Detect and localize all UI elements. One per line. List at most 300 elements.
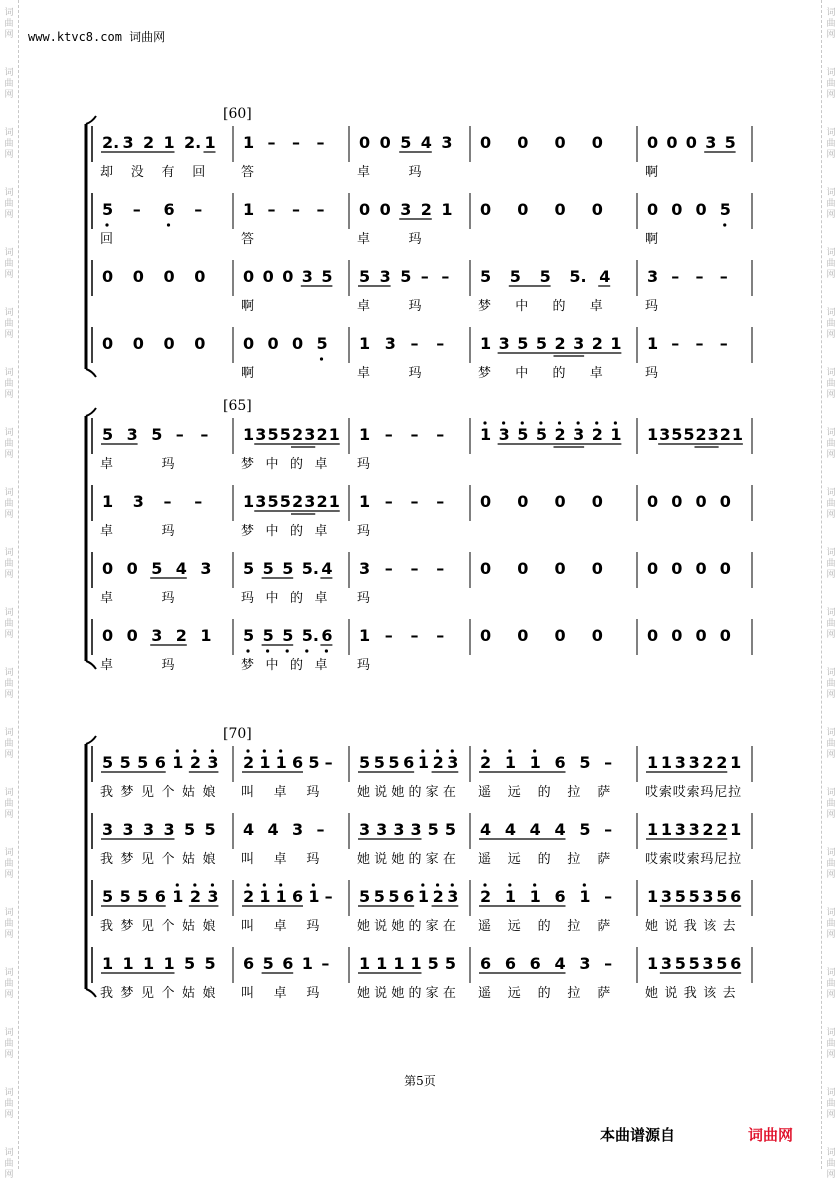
note-digit: 6 — [554, 753, 566, 772]
note-digit: 4 — [554, 820, 566, 839]
note-digit: 1 — [647, 820, 659, 839]
note-digit: 2 — [480, 887, 492, 906]
lyric-char: 的 — [552, 366, 566, 381]
lyric-char: 说 — [374, 785, 388, 800]
lyric-char: 却 — [100, 165, 114, 180]
lyric-char: 拉 — [567, 919, 581, 934]
note-digit: 2. — [102, 133, 120, 152]
note-digit: 1 — [102, 492, 114, 511]
note-digit: 5 — [279, 492, 291, 511]
note-digit: 5 — [388, 753, 400, 772]
page-number: 第5页 — [404, 1074, 436, 1088]
note-digit: 0 — [591, 133, 603, 152]
note-digit: 1 — [529, 753, 541, 772]
note-digit: 3 — [707, 425, 719, 444]
note-digit: 5 — [359, 887, 371, 906]
octave-dot-low — [167, 223, 170, 226]
note-digit: 0 — [647, 559, 659, 578]
note-digit: – — [410, 425, 419, 444]
note-digit: 2 — [695, 425, 707, 444]
note-digit: 2 — [554, 334, 566, 353]
note-digit: 1 — [172, 887, 184, 906]
lyric-char: 的 — [290, 457, 304, 472]
note-digit: – — [194, 492, 203, 511]
watermark-glyph: 词 曲 网 — [826, 8, 836, 40]
bracket-hook-bottom — [86, 661, 96, 669]
note-digit: 6 — [154, 753, 166, 772]
note-digit: 0 — [671, 559, 683, 578]
lyric-char: 萨 — [597, 919, 611, 934]
bracket-hook-top — [86, 736, 96, 744]
lyric-char: 卓 — [357, 232, 371, 247]
note-digit: 4 — [599, 267, 611, 286]
lyric-char: 卓 — [100, 591, 114, 606]
note-digit: 5 — [102, 200, 114, 219]
watermark-glyph: 词 曲 网 — [4, 128, 14, 160]
note-digit: 5 — [373, 753, 385, 772]
lyric-char: 娘 — [202, 919, 216, 934]
note-digit: 3 — [441, 133, 453, 152]
octave-dot-high — [279, 749, 282, 752]
note-digit: 0 — [695, 492, 707, 511]
note-digit: 0 — [591, 200, 603, 219]
note-digit: 1 — [529, 887, 541, 906]
note-digit: 0 — [262, 267, 274, 286]
lyric-char: 中 — [515, 366, 529, 381]
note-digit: 5 — [400, 267, 412, 286]
note-digit: 3 — [255, 425, 267, 444]
lyric-char: 见 — [141, 852, 155, 867]
lyric-char: 玛 — [357, 457, 371, 472]
note-digit: 5 — [137, 887, 149, 906]
note-digit: 4 — [321, 559, 333, 578]
octave-dot-high — [193, 749, 196, 752]
note-digit: 5 — [719, 200, 731, 219]
lyric-char: 的 — [552, 299, 566, 314]
lyric-char: 啊 — [645, 165, 659, 180]
watermark-glyph: 词 曲 网 — [826, 788, 836, 820]
lyric-char: 叫 — [241, 852, 255, 867]
lyric-char: 远 — [507, 986, 521, 1001]
watermark-glyph: 词 曲 网 — [4, 188, 14, 220]
note-digit: 5 — [674, 887, 686, 906]
lyric-char: 家 — [425, 852, 439, 867]
lyric-char: 说 — [374, 919, 388, 934]
note-digit: 5 — [321, 267, 333, 286]
note-digit: 2 — [480, 753, 492, 772]
lyric-char: 玛 — [700, 785, 714, 800]
note-digit: 3 — [393, 820, 405, 839]
watermark-glyph: 词 曲 网 — [826, 308, 836, 340]
note-digit: 1 — [731, 425, 744, 444]
lyric-char: 玛 — [408, 232, 422, 247]
note-digit: 3 — [304, 425, 316, 444]
lyric-char: 她 — [645, 919, 659, 934]
lyric-char: 她 — [357, 919, 371, 934]
note-digit: 0 — [282, 267, 294, 286]
octave-dot-low — [305, 649, 308, 652]
watermark-glyph: 词 曲 网 — [4, 8, 14, 40]
octave-dot-high — [508, 749, 511, 752]
note-digit: 1 — [647, 954, 659, 973]
note-digit: 0 — [517, 492, 529, 511]
lyric-char: 拉 — [567, 785, 581, 800]
note-digit: 3 — [579, 954, 591, 973]
note-digit: 2 — [591, 425, 603, 444]
note-digit: 1 — [504, 887, 516, 906]
lyric-char: 娘 — [202, 986, 216, 1001]
note-digit: 0 — [719, 492, 731, 511]
watermark-glyph: 词 曲 网 — [826, 368, 836, 400]
note-digit: 1 — [730, 753, 742, 772]
octave-dot-high — [533, 883, 536, 886]
lyric-char: 没 — [130, 165, 144, 180]
lyric-char: 家 — [425, 919, 439, 934]
note-digit: 1 — [410, 954, 422, 973]
lyric-char: 我 — [683, 986, 697, 1001]
note-digit: 5 — [102, 887, 114, 906]
note-digit: 2 — [591, 334, 603, 353]
lyric-char: 的 — [290, 524, 304, 539]
note-digit: 5 — [400, 133, 412, 152]
note-digit: – — [324, 753, 333, 772]
note-digit: 6 — [529, 954, 541, 973]
lyric-char: 见 — [141, 919, 155, 934]
note-digit: 1 — [163, 954, 175, 973]
octave-dot-low — [286, 649, 289, 652]
note-digit: 1 — [204, 133, 216, 152]
lyric-char: 玛 — [408, 299, 422, 314]
lyric-char: 玛 — [408, 366, 422, 381]
note-digit: 0 — [194, 267, 206, 286]
note-digit: 0 — [647, 133, 659, 152]
lyric-char: 遥 — [478, 852, 492, 867]
note-digit: 1 — [417, 887, 429, 906]
note-digit: – — [200, 425, 209, 444]
octave-dot-high — [558, 421, 561, 424]
lyric-char: 去 — [722, 986, 736, 1001]
footer-brand-link[interactable]: 词曲网 — [748, 1126, 794, 1144]
note-digit: 3 — [660, 954, 672, 973]
lyric-char: 去 — [722, 919, 736, 934]
watermark-glyph: 词 曲 网 — [826, 1148, 836, 1180]
lyric-char: 梦 — [120, 785, 134, 800]
note-digit: 0 — [163, 334, 175, 353]
note-digit: 5 — [151, 425, 163, 444]
lyric-char: 叫 — [241, 785, 255, 800]
note-digit: 1 — [163, 133, 175, 152]
note-digit: 0 — [379, 200, 391, 219]
lyric-char: 梦 — [120, 852, 134, 867]
lyric-char: 玛 — [241, 591, 255, 606]
lyric-char: 卓 — [273, 919, 287, 934]
watermark-glyph: 词 曲 网 — [4, 368, 14, 400]
lyric-char: 玛 — [357, 658, 371, 673]
octave-dot-high — [451, 883, 454, 886]
lyric-char: 说 — [374, 852, 388, 867]
note-digit: 5 — [535, 425, 548, 444]
note-digit: 4 — [480, 820, 492, 839]
note-digit: 1 — [328, 492, 340, 511]
lyric-char: 在 — [442, 986, 456, 1001]
lyric-char: 她 — [391, 852, 405, 867]
lyric-char: 该 — [703, 919, 717, 934]
octave-dot-high — [436, 749, 439, 752]
note-digit: – — [384, 559, 393, 578]
note-digit: 2 — [719, 425, 731, 444]
note-digit: – — [384, 425, 393, 444]
note-digit: 3 — [379, 267, 391, 286]
note-digit: 0 — [719, 559, 731, 578]
note-digit: 1 — [259, 887, 271, 906]
note-digit: 1 — [417, 753, 429, 772]
note-digit: – — [316, 820, 325, 839]
note-digit: 3 — [122, 820, 134, 839]
note-digit: 1 — [660, 820, 672, 839]
lyric-char: 在 — [442, 919, 456, 934]
octave-dot-low — [723, 223, 726, 226]
lyric-char: 的 — [408, 919, 422, 934]
note-digit: 0 — [647, 492, 659, 511]
note-digit: 0 — [554, 559, 566, 578]
note-digit: 3 — [132, 492, 144, 511]
note-digit: 2 — [189, 753, 201, 772]
lyric-char: 家 — [425, 785, 439, 800]
lyric-char: 哎 — [672, 852, 686, 867]
octave-dot-high — [577, 421, 580, 424]
note-digit: 1 — [359, 492, 371, 511]
note-digit: 1 — [359, 954, 371, 973]
watermark-glyph: 词 曲 网 — [4, 428, 14, 460]
note-digit: 5 — [184, 820, 196, 839]
lyric-char: 的 — [408, 852, 422, 867]
octave-dot-high — [263, 749, 266, 752]
note-digit: 3 — [200, 559, 212, 578]
note-digit: – — [719, 267, 728, 286]
note-digit: 1 — [480, 334, 492, 353]
octave-dot-high — [521, 421, 524, 424]
note-digit: 3 — [359, 820, 371, 839]
watermark-glyph: 词 曲 网 — [4, 1088, 14, 1120]
watermark-glyph: 词 曲 网 — [4, 1148, 14, 1180]
octave-dot-high — [614, 421, 617, 424]
note-digit: 3 — [384, 334, 396, 353]
lyric-char: 的 — [537, 785, 551, 800]
note-digit: – — [384, 626, 393, 645]
note-digit: 2 — [432, 753, 444, 772]
note-digit: 5 — [243, 626, 255, 645]
lyric-char: 答 — [241, 165, 255, 180]
lyric-char: 我 — [100, 986, 114, 1001]
watermark-glyph: 词 曲 网 — [4, 548, 14, 580]
note-digit: 1 — [504, 753, 516, 772]
note-digit: 5 — [517, 425, 529, 444]
note-digit: 1 — [122, 954, 134, 973]
note-digit: – — [163, 492, 172, 511]
lyric-char: 拉 — [728, 852, 742, 867]
note-digit: 0 — [647, 200, 659, 219]
note-digit: 3 — [163, 820, 175, 839]
lyric-char: 尼 — [714, 852, 728, 867]
note-digit: 0 — [163, 267, 175, 286]
note-digit: – — [384, 492, 393, 511]
note-digit: 5 — [359, 267, 371, 286]
lyric-char: 卓 — [589, 366, 603, 381]
note-digit: – — [436, 425, 445, 444]
note-digit: 5 — [674, 954, 686, 973]
watermark-glyph: 词 曲 网 — [826, 128, 836, 160]
note-digit: 5 — [308, 753, 320, 772]
note-digit: 6 — [282, 954, 294, 973]
note-digit: 3 — [705, 133, 717, 152]
lyric-char: 家 — [425, 986, 439, 1001]
note-digit: 0 — [517, 133, 529, 152]
note-digit: – — [316, 200, 325, 219]
note-digit: 0 — [554, 626, 566, 645]
lyric-char: 萨 — [597, 852, 611, 867]
note-digit: 6 — [154, 887, 166, 906]
watermark-glyph: 词 曲 网 — [826, 668, 836, 700]
note-digit: 5 — [282, 626, 294, 645]
note-digit: 3 — [659, 425, 671, 444]
lyric-char: 玛 — [357, 591, 371, 606]
watermark-glyph: 词 曲 网 — [826, 1088, 836, 1120]
note-digit: 5 — [579, 753, 591, 772]
lyric-char: 索 — [658, 852, 672, 867]
watermark-glyph: 词 曲 网 — [826, 188, 836, 220]
note-digit: 5. — [569, 267, 587, 286]
note-digit: 0 — [554, 133, 566, 152]
octave-dot-high — [436, 883, 439, 886]
note-digit: 5 — [683, 425, 695, 444]
note-digit: 3 — [702, 887, 714, 906]
lyric-char: 哎 — [645, 785, 659, 800]
note-digit: 3 — [660, 887, 672, 906]
octave-dot-high — [312, 883, 315, 886]
note-digit: 5 — [184, 954, 196, 973]
octave-dot-high — [502, 421, 505, 424]
lyric-char: 娘 — [202, 785, 216, 800]
note-digit: 0 — [685, 133, 697, 152]
lyric-char: 我 — [683, 919, 697, 934]
lyric-char: 中 — [515, 299, 529, 314]
lyric-char: 玛 — [645, 366, 659, 381]
lyric-char: 玛 — [700, 852, 714, 867]
site-header[interactable]: www.ktvc8.com 词曲网 — [28, 30, 166, 44]
lyric-char: 叫 — [241, 986, 255, 1001]
lyric-char: 姑 — [182, 852, 196, 867]
note-digit: 3 — [573, 334, 585, 353]
lyric-char: 啊 — [645, 232, 659, 247]
note-digit: 0 — [671, 626, 683, 645]
lyric-char: 说 — [374, 986, 388, 1001]
note-digit: 1 — [259, 753, 271, 772]
lyric-char: 遥 — [478, 919, 492, 934]
note-digit: 1 — [275, 753, 287, 772]
lyric-char: 卓 — [273, 986, 287, 1001]
note-digit: 0 — [132, 267, 144, 286]
bracket-hook-top — [86, 116, 96, 124]
octave-dot-high — [421, 883, 424, 886]
note-digit: 1 — [359, 334, 371, 353]
measure-number: [60] — [223, 106, 252, 122]
note-digit: 2 — [189, 887, 201, 906]
note-digit: – — [292, 133, 300, 152]
note-digit: 0 — [359, 133, 371, 152]
lyric-char: 玛 — [306, 986, 320, 1001]
note-digit: 0 — [517, 200, 529, 219]
note-digit: 5 — [102, 753, 114, 772]
lyric-char: 玛 — [306, 852, 320, 867]
note-digit: 6 — [321, 626, 333, 645]
octave-dot-high — [211, 749, 214, 752]
lyric-char: 卓 — [357, 366, 371, 381]
note-digit: 0 — [480, 200, 492, 219]
lyric-char: 的 — [290, 658, 304, 673]
lyric-char: 索 — [686, 785, 700, 800]
note-digit: 2 — [716, 753, 728, 772]
note-digit: 0 — [591, 626, 603, 645]
note-digit: 4 — [267, 820, 279, 839]
lyric-char: 卓 — [100, 524, 114, 539]
note-digit: 5 — [137, 753, 149, 772]
note-digit: 3 — [410, 820, 422, 839]
lyric-char: 她 — [357, 785, 371, 800]
note-digit: 3 — [400, 200, 412, 219]
note-digit: 0 — [695, 200, 707, 219]
lyric-char: 拉 — [728, 785, 742, 800]
lyric-char: 个 — [161, 919, 175, 934]
note-digit: 0 — [243, 334, 255, 353]
note-digit: 5 — [267, 425, 279, 444]
lyric-char: 回 — [100, 232, 114, 247]
watermark-glyph: 词 曲 网 — [826, 608, 836, 640]
lyric-char: 远 — [507, 852, 521, 867]
lyric-char: 姑 — [182, 785, 196, 800]
note-digit: 0 — [517, 559, 529, 578]
note-digit: 0 — [102, 267, 114, 286]
note-digit: – — [436, 334, 445, 353]
note-digit: 3 — [376, 820, 388, 839]
watermark-glyph: 词 曲 网 — [826, 848, 836, 880]
lyric-char: 个 — [161, 785, 175, 800]
lyric-char: 在 — [442, 785, 456, 800]
note-digit: 5 — [509, 267, 521, 286]
octave-dot-high — [279, 883, 282, 886]
octave-dot-high — [583, 883, 586, 886]
note-digit: 2 — [432, 887, 444, 906]
note-digit: 5 — [102, 425, 114, 444]
note-digit: 3 — [151, 626, 163, 645]
note-digit: 2 — [292, 425, 304, 444]
lyric-char: 的 — [408, 785, 422, 800]
note-digit: 1 — [610, 334, 622, 353]
note-digit: 0 — [126, 559, 138, 578]
lyric-char: 梦 — [241, 524, 255, 539]
octave-dot-high — [483, 749, 486, 752]
lyric-char: 卓 — [357, 299, 371, 314]
lyric-char: 中 — [265, 591, 279, 606]
watermark-glyph: 词 曲 网 — [4, 668, 14, 700]
octave-dot-high — [246, 883, 249, 886]
note-digit: – — [410, 492, 419, 511]
note-digit: 5 — [119, 887, 131, 906]
note-digit: – — [267, 200, 276, 219]
note-digit: 0 — [591, 492, 603, 511]
footer-source-label: 本曲谱源自 — [600, 1126, 676, 1144]
note-digit: 1 — [143, 954, 155, 973]
note-digit: – — [671, 334, 680, 353]
